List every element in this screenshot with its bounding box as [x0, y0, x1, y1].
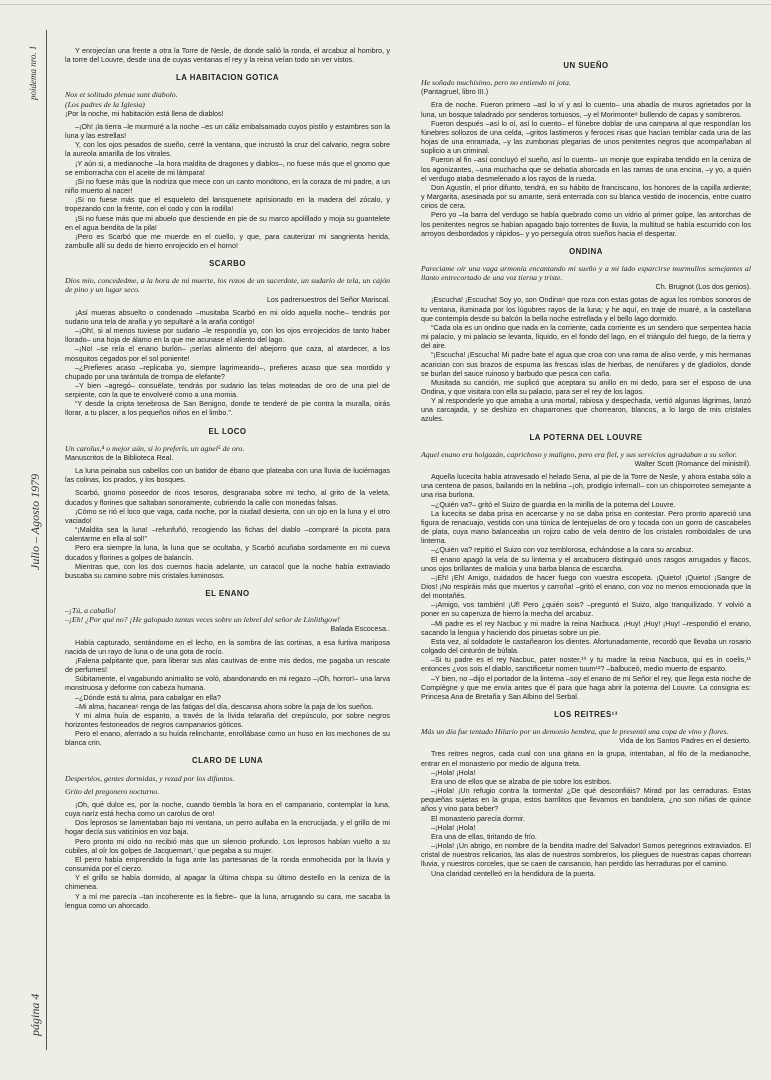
paragraph: Súbitamente, el vagabundo animalito se voló, abandonando en mi regazo –¡Oh, horror!– una larva monstruosa y deforme con cabeza humana.	[65, 674, 390, 693]
paragraph: Y, con los ojos pesados de sueño, cerré la ventana, que incrustó la cruz del calvario, negra sobre la aureola amarilla de los vitrales.	[65, 140, 390, 159]
paragraph: ¡Así mueras absuelto o condenado –musitaba Scarbó en mi oído aquella noche– tendrás por sudario una tela de araña y yo sepultaré a la araña contigo!	[65, 307, 390, 326]
paragraph: Y al responderle yo que amaba a una mortal, rabiosa y despechada, vertió algunas lágrimas, lanzó una carcajada, y se deshizo en chaparrones que chorrearon, blancos, a lo largo de mis cristales azules.	[421, 396, 751, 424]
attribution: Walter Scott (Romance del ministril).	[634, 458, 751, 468]
paragraph: Mientras que, con los dos cuernos hacia adelante, un caracol que la noche había extraviado buscaba su camino sobre mis cristales luminosos.	[65, 561, 390, 580]
paragraph: Pero pronto mi oído no recibió más que un silencio profundo. Los leprosos habían vuelto a su cubiles, al oír los golpes de Jacquemart,⁷ que pegaba a su mujer.	[65, 836, 390, 855]
section-heading: EL LOCO	[208, 426, 247, 436]
section-heading: SCARBO	[209, 259, 246, 269]
paragraph: –¡No! –se reía el enano burlón– ¡serías alimento del abejorro que caza, al atardecer, a los mosquitos cegados por el sol poniente!	[65, 344, 390, 363]
paragraph: –¿Quién va? repitió el Suizo con voz temblorosa, echándose a la cara su arcabuz.	[431, 545, 694, 555]
left-column	[65, 46, 390, 910]
paragraph: Había capturado, sentándome en el lecho, en la sombra de las cortinas, a esa furtiva mariposa nacida de un rayo de luna o de una gota de rocío.	[65, 637, 390, 656]
right-column	[421, 52, 751, 878]
paragraph: –Y bien, no –dijo el portador de la linterna –soy el enano de mi Señor el rey, que llega esta noche de Compiègne y que me envía antes que él para que haga abrir la poterna del Louvre. La consigna es: Princesa Ana de Bretaña y San Albino del Serbal.	[421, 673, 751, 701]
paragraph: Y enrojecían una frente a otra la Torre de Nesle, de donde salió la ronda, el arcabuz al hombro, y la torre del Louvre, desde una de cuyas ventanas el rey y la reina veían todo sin ver vistos.	[65, 46, 390, 65]
section-heading: UN SUEÑO	[563, 61, 609, 70]
paragraph: Fueron después –así lo oí, así lo cuento– el fúnebre doblar de una campana al que respondían los fúnebres sollozos de una celda, –gritos lastimeros y feroces risas que hacían temblar cada una de las hojas de una enramada, –y las zumbonas plegarias de unos penitentes negros que acompañaban al suplicio a un criminal.	[421, 118, 751, 156]
epigraph: –¡Eh! ¿Por qué no? ¡He galopado tantas veces sobre un lebrel del señor de Linlithgow!	[65, 615, 340, 625]
page-number: página 4	[28, 993, 42, 1036]
attribution: Ch. Brugnot (Los dos genios).	[655, 282, 751, 292]
epigraph: Pareciame oír una vaga armonía encantando mi sueño y a mi lado esparcirse murmullos semejantes al llanto entrecortado de una voz tierna y triste.	[421, 263, 751, 283]
section-heading: CLARO DE LUNA	[191, 756, 264, 766]
paragraph: Y mi alma huía de espanto, a través de la lívida telaraña del crepúsculo, por sobre negros horizontes festoneados de negros campanarios góticos.	[65, 710, 390, 729]
paragraph: ¡Por la noche, mi habitación está llena de diablos!	[65, 108, 224, 118]
paragraph: Era de noche. Fueron primero –así lo ví y así lo cuento– una abadía de muros agrietados por la luna, un bosque taladrado por senderos tortuosos, –y el Morimonte⁸ bullendo de capas y sombreros.	[421, 100, 751, 119]
paragraph: (Pantagruel, libro III.)	[421, 87, 489, 97]
paragraph: –¡Hola! ¡Hola!	[431, 767, 476, 777]
paragraph: Fueron al fin –así concluyó el sueño, así lo cuento– un monje que expiraba tendido en la ceniza de los agonizantes, –una muchacha que se debatía ahorcada en las ramas de una encina, –y yo, a quién el verdugo ataba desmelenado a los rayos de la rueda.	[421, 155, 751, 183]
paragraph: “¡Escucha! ¡Escucha! Mi padre bate el agua que croa con una rama de aliso verde, y mis hermanas acarician con sus brazos de espuma las frescas islas de hierbas, de nenúfares y de gladiolos, donde se burlan del sauce ruinoso y barbudo que pesca con caña.	[421, 350, 751, 378]
epigraph: Grito del pregonero nocturno.	[65, 786, 160, 796]
paragraph: ¡Falena palpitante que, para liberar sus alas cautivas de entre mis dedos, me pagaba un rescate de perfumes!	[65, 655, 390, 675]
paragraph: Era uno de ellos que se alzaba de pie sobre los estribos.	[431, 776, 612, 786]
paragraph: –¡Oh! ¡la tierra –le murmuré a la noche –es un cáliz embalsamado cuyos pistilo y estambres son la luna y las estrellas!	[65, 121, 390, 141]
paragraph: Pero yo –la barra del verdugo se había quebrado como un vidrio al primer golpe, las antorchas de los penitentes negros se habían apagado bajo torrentes de lluvia, la multitud se había escurrido con los arroyos desbordados y rápidos– y yo perseguía otros sueños hacia el despertar.	[421, 210, 751, 238]
paragraph: –¡Hola! ¡Un refugio contra la tormenta! ¿De qué desconfiáis? Mirad por las cerraduras. Estas pequeñas sujetas en la grupa, estos barrilitos que llevamos en bandolera, ¿no son niñas de quince años y vino para beber?	[421, 786, 751, 814]
paragraph: Musitada su canción, me suplicó que aceptara su anillo en mi dedo, para ser el esposo de una Ondina, y que visitara con ella su palacio, para ser el rey de los lagos.	[421, 377, 751, 396]
paragraph: –Mi padre es el rey Nacbuc y mi madre la reina Nacbuca. ¡Huy! ¡Huy! ¡Huy! –respondió el enano, sacando la lengua y haciendo dos piruetas sobre un pie.	[421, 618, 751, 637]
paragraph: –Y bien –agregó– consuélate, tendrás por sudario las telas moteadas de oro de una piel de serpiente, con la que te envolveré como a una momia.	[65, 381, 390, 400]
paragraph: –¿Dónde está tu alma, para cabalgar en ella?	[75, 692, 221, 702]
paragraph: –¡Amigo, vos también! ¡Uf! Pero ¿quién sois? –preguntó el Suizo, algo tranquilizado. Y volvió a poner en su caperuza de hierro la mecha del arcabuz.	[421, 600, 751, 619]
paragraph: –¡Hola! ¡Hola!	[431, 822, 476, 832]
section-heading: EL ENANO	[205, 588, 250, 598]
paragraph: El enano apagó la vela de su linterna y el arcabucero distinguió unos rasgos arrugados y flacos, unos ojos brillantes de malicia y una barba blanca de escarcha.	[421, 554, 751, 573]
paragraph: Era una de ellas, tiritando de frío.	[431, 831, 537, 841]
paragraph: ¡Si no fuese más que mi abuelo que desciende en pie de su marco apolillado y moja su guantelete en el agua bendita de la pila!	[65, 213, 390, 232]
attribution: Los padrenuestros del Señor Mariscal.	[266, 294, 390, 304]
paragraph: Manuscritos de la Biblioteca Real.	[65, 452, 174, 462]
epigraph: Aquel enano era holgazán, caprichoso y maligno, pero era fiel, y sus servicios agradaban a su señor.	[421, 449, 737, 459]
paragraph: “Cada ola es un ondino que nada en la corriente, cada corriente es un sendero que serpentea hacia mi palacio, y mi palacio se levanta, líquido, en el fondo del lago, en el triángulo del fuego, de la tierra y del aire.	[421, 322, 751, 351]
paragraph: –¡Oh!, si al menos tuviese por sudario –le respondía yo, con los ojos enrojecidos de tanto haber llorado– una hoja de álamo en la que me acunase el aliento del lago.	[65, 326, 390, 345]
paragraph: Y a mí me parecía –tan incoherente es la fiebre– que la luna, arrugando su cara, me sacaba la lengua como un ahorcado.	[65, 891, 390, 910]
paragraph: ¡Y aún si, a medianoche –la hora maldita de dragones y diablos–, no fuese más que el gnomo que se emborracha con el aceite de mi lámpara!	[65, 158, 390, 177]
paragraph: Don Agustín, el prior difunto, tendrá, en su hábito de franciscano, los honores de la capilla ardiente; y Margarita, asesinada por su amante, será enterrada con su blanca vestido de inocencia, entre cuatro cirios de cera.	[421, 182, 751, 211]
paragraph: ¡Si no fuese más que el esqueleto del lansquenete aprisionado en la madera del zócalo, y tropezando con la frente, con el codo y con la rodilla!	[65, 195, 390, 214]
paragraph: El monasterio parecía dormir.	[431, 813, 525, 823]
epigraph: Despertéos, gentes dormidas, y rezad por los difuntos.	[65, 773, 235, 783]
paragraph: Una claridad centelleó en la hendidura de la puerta.	[431, 868, 596, 878]
epigraph: Dios mío, concededme, a la hora de mi muerte, los rezos de un sacerdote, un sudario de tela, un cajón de pino y un lugar seco.	[65, 276, 390, 295]
paragraph: Pero el enano, aferrado a su huída relinchante, enrollábase como un huso en los mechones de su blanca crin.	[65, 729, 390, 748]
epigraph: Más un día fue tentado Hilario por un demonio hembra, que le presentó una copa de vino y flores.	[421, 727, 729, 737]
paragraph: –¡Eh! ¡Eh! Amigo, cuidados de hacer fuego con vuestra escopeta. ¡Quieto! ¡Quieto! ¡Sangre de Dios! ¡No respiráis más que muertos y carroña! –gritó el enano, con voz no menos emocionada que la del montañés.	[421, 572, 751, 601]
epigraph: He soñado muchísimo, pero no entiendo ni jota.	[421, 78, 571, 88]
attribution: Balada Escocesa..	[330, 624, 390, 634]
paragraph: –¡Hola! ¡Un abrigo, en nombre de la bendita madre del Salvador! Somos peregrinos extraviados. El cristal de nuestros relicarios, las alas de nuestros sombreros, los pliegues de nuestras capas chorrean lluvia, y nuestros corceles, que se caen de cansancio, han perdido las herraduras por el camino.	[421, 841, 751, 869]
paragraph: La luna peinaba sus cabellos con un batidor de ébano que plateaba con una lluvia de luciérnagas las colinas, los prados, y los bosques.	[65, 466, 390, 485]
epigraph: –¡Tú, a caballo!	[65, 606, 116, 616]
paragraph: ¡Oh, qué dulce es, por la noche, cuando tiembla la hora en el campanario, contemplar la luna, cuya naríz está hecha como un carolus de oro!	[65, 799, 390, 819]
paragraph: –¿Prefieres acaso –replicaba yo, siempre lagrimeando–, prefieres acaso que sea mordido y chupado por una tarántula de trompa de elefante?	[65, 362, 390, 381]
section-heading: LOS REITRES¹³	[554, 710, 618, 719]
section-heading: ONDINA	[569, 246, 603, 256]
paragraph: Esta vez, al soldadote le castañearon los dientes. Afortunadamente, recordó que llevaba un rosario colgado del cinturón de búfala.	[421, 636, 751, 656]
paragraph: Scarbó, gnomo poseedor de ricos tesoros, desgranaba sobre mi techo, al grito de la veleta, ducados y florines que saltaban sonoramente, cubriendo la calle con monedas falsas.	[65, 488, 390, 507]
paragraph: Aquella lucecita había atravesado el helado Sena, al pie de la Torre de Nesle, y ahora estaba sólo a una centena de pasos, bailando en la neblina –¡oh, prodigio infernal!– con un chisporroteo semejante a una risa burlona.	[421, 472, 751, 500]
paragraph: Tres reitres negros, cada cual con una gitana en la grupa, intentaban, al filo de la medianoche, entrar en el monasterio por medio de alguna treta.	[421, 749, 751, 768]
margin-rule	[46, 30, 47, 1050]
issue-label: poidema nro. 1	[28, 45, 38, 100]
paragraph: La lucecita se daba prisa en acercarse y no se daba prisa en contestar. Pero pronto apareció una figura de renacuajo, vestida con una túnica de lentejuelas de oro y tocada con un gorro de cascabeles de plata, cuya mano balanceaba un rojizo cabo de vela dentro de los cristales romboidales de una linterna.	[421, 508, 751, 546]
paragraph: ¡Cómo se rió el loco que vaga, cada noche, por la ciudad desierta, con un ojo en la luna y el otro vaciado!	[65, 506, 390, 525]
paragraph: “Y desde la cripta tenebrosa de San Benigno, donde te tenderé de pie contra la muralla, oirás llorar, a tu placer, a los pequeños niños en el limbo.”.	[65, 399, 390, 418]
paragraph: Pero era siempre la luna, la luna que se ocultaba, y Scarbó acuñaba sordamente en mi cueva ducados y florines a golpes de balancín.	[65, 543, 390, 562]
page-top-edge	[0, 4, 771, 5]
epigraph: Nox et solitudo plenae sunt diabolo.	[65, 90, 178, 100]
epigraph: Un carolus,⁴ o mejor aún, si lo preferís, un agnel⁵ de oro.	[65, 443, 245, 453]
paragraph: ¡Escucha! ¡Escucha! Soy yo, son Ondina⁹ que roza con estas gotas de agua los rombos sonoros de tu ventana, iluminada por los lúgubres rayos de la luna; y he aquí, en traje de muaré, a la castellana que contempla desde su balcón la bella noche estrellada y el bello lago dormido.	[421, 295, 751, 323]
paragraph: –Si tu padre es el rey Nacbuc, pater noster,¹⁰ y tu madre la reina Nacbuca, qui es in coelis,¹¹ entonces ¿vos sois el diablo, sanctificetur nomen tuum¹²? –balbuceó, medio muerto de espanto.	[421, 655, 751, 674]
date-label: Julio – Agosto 1979	[28, 473, 42, 570]
section-heading: LA HABITACION GOTICA	[175, 73, 280, 83]
section-heading: LA POTERNA DEL LOUVRE	[529, 432, 643, 442]
epigraph: (Los padres de la Iglesia)	[65, 99, 145, 109]
paragraph: ¡Pero es Scarbó que me muerde en el cuello, y que, para cauterizar mi sangrienta herida, zambulle allí su dedo de hierro enrojecido en el horno!	[65, 231, 390, 250]
paragraph: Y el grillo se había dormido, al apagar la última chispa su último destello en la ceniza de la chimenea.	[65, 873, 390, 892]
paragraph: –¿Quién va?– gritó el Suizo de guardia en la mirilla de la poterna del Louvre.	[431, 499, 676, 509]
paragraph: El perro había emprendido la fuga ante las partesanas de la ronda enmohecida por la lluvia y consumida por el cierzo.	[65, 854, 390, 874]
paragraph: –Mi alma, hacanea⁶ renga de las fatigas del día, descansa ahora sobre la paja de los sueños.	[75, 701, 374, 711]
paragraph: “¡Maldita sea la luna! –refunfuñó, recogiendo las fichas del diablo –compraré la picota para calentarme en ella al sol!”	[65, 525, 390, 544]
attribution: Vida de los Santos Padres en el desierto.	[619, 736, 751, 746]
paragraph: Dos leprosos se lamentaban bajo mi ventana, un perro aullaba en la encrucijada, y el grillo de mi hogar decía sus vaticinios en voz baja.	[65, 818, 390, 837]
paragraph: ¡Si no fuese más que la nodriza que mece con un canto monótono, en la coraza de mi padre, a un niño muerto al nacer!	[65, 176, 390, 196]
